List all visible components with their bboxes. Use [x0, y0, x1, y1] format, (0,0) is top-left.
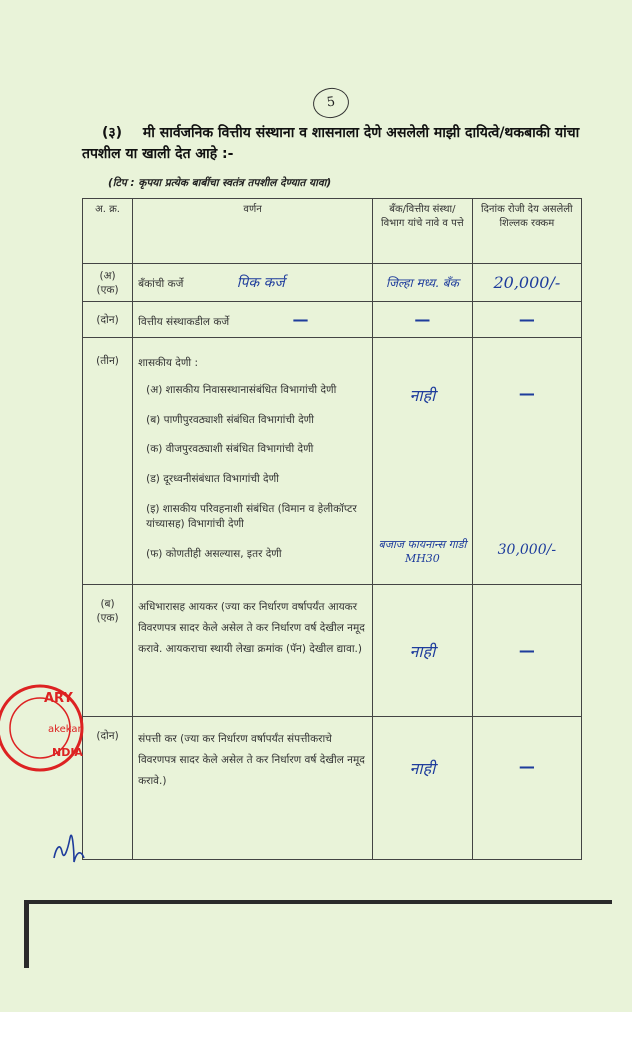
- list-item: (ब) पाणीपुरवठ्याशी संबंधित विभागांची देणी: [146, 413, 314, 426]
- description-cell: [133, 302, 373, 338]
- bank-cell: नाही: [373, 717, 473, 860]
- bank-cell: [373, 338, 473, 585]
- description-title: शासकीय देणी :: [138, 357, 199, 369]
- handwritten-loan-type: पिक कर्ज: [236, 275, 285, 291]
- handwritten-none: नाही: [409, 386, 436, 405]
- description-cell: [133, 264, 373, 302]
- section-number: (३): [102, 125, 123, 141]
- description-cell: संपत्ती कर (ज्या कर निर्धारण वर्षापर्यंत संपत्तीकराचे विवरणपत्र सादर केले असेल ते कर निर्धारण वर्ष देखील नमूद करावे.): [133, 717, 373, 860]
- serial-cell: (दोन): [83, 302, 133, 338]
- handwritten-amount: 30,000/-: [497, 542, 557, 558]
- table-row: [83, 717, 582, 860]
- stamp-text: akekar: [48, 724, 82, 735]
- table-header-row: [83, 199, 582, 264]
- table-row: [83, 338, 582, 585]
- list-item: (क) वीजपुरवठ्याशी संबंधित विभागांची देणी: [146, 443, 314, 455]
- bank-cell: नाही: [373, 585, 473, 717]
- description-cell: [133, 338, 373, 585]
- balance-cell: 20,000/-: [472, 264, 581, 302]
- office-stamp: [0, 680, 110, 780]
- header-balance: दिनांक रोजी देय असलेली शिल्लक रक्कम: [472, 199, 581, 264]
- bank-cell: जिल्हा मध्य. बँक: [373, 264, 473, 302]
- section-heading-text: मी सार्वजनिक वित्तीय संस्थाना व शासनाला देणे असलेली माझी दायित्वे/थकबाकी यांचा तपशील या खाली देत आहे :-: [82, 125, 580, 162]
- serial-cell: (तीन): [83, 338, 133, 585]
- balance-cell: —: [472, 717, 581, 860]
- page-border-line: [24, 900, 612, 904]
- handwritten-lender: बजाज फायनान्स गाडी MH30: [378, 538, 467, 565]
- balance-cell: —: [472, 585, 581, 717]
- liabilities-table: [82, 198, 582, 860]
- page-border-bar: [24, 900, 29, 968]
- handwritten-dash: —: [292, 310, 309, 329]
- list-item: (फ) कोणतीही असल्यास, इतर देणी: [146, 548, 282, 560]
- serial-cell: (दोन): [83, 717, 133, 860]
- description-text: बँकांची कर्जे: [138, 278, 184, 290]
- table-row: [83, 264, 582, 302]
- page-number: 5: [311, 86, 351, 121]
- list-item: (ड) दूरध्वनीसंबंधात विभागांची देणी: [146, 472, 279, 485]
- handwritten-dash: —: [518, 384, 535, 403]
- serial-cell: (ब) (एक): [83, 585, 133, 717]
- bank-cell: —: [373, 302, 473, 338]
- signature: [48, 818, 88, 874]
- instruction-note: (टिप : कृपया प्रत्येक बाबींचा स्वतंत्र तपशील देण्यात यावा): [108, 177, 332, 189]
- list-item: (इ) शासकीय परिवहनाशी संबंधित (विमान व हेलीकॉप्टर यांच्यासह) विभागांची देणी: [146, 503, 357, 530]
- header-description: वर्णन: [133, 199, 373, 264]
- table-row: [83, 302, 582, 338]
- stamp-text: NDIA: [52, 746, 83, 759]
- header-bank: बँक/वित्तीय संस्था/विभाग यांचे नावे व पत्ते: [373, 199, 473, 264]
- balance-cell: [472, 338, 581, 585]
- table-row: [83, 585, 582, 717]
- description-text: वित्तीय संस्थाकडील कर्जे: [138, 316, 230, 328]
- list-item: (अ) शासकीय निवासस्थानासंबंधित विभागांची देणी: [146, 384, 337, 396]
- description-cell: अधिभारासह आयकर (ज्या कर निर्धारण वर्षापर्यंत आयकर विवरणपत्र सादर केले असेल ते कर निर्धारण वर्ष देखील नमूद करावे. आयकराचा स्थायी लेखा क्रमांक (पॅन) देखील द्यावा.): [133, 585, 373, 717]
- balance-cell: —: [472, 302, 581, 338]
- serial-cell: (अ) (एक): [83, 264, 133, 302]
- stamp-text: ARY: [44, 691, 73, 706]
- header-serial: अ. क्र.: [83, 199, 133, 264]
- section-heading: [82, 123, 602, 165]
